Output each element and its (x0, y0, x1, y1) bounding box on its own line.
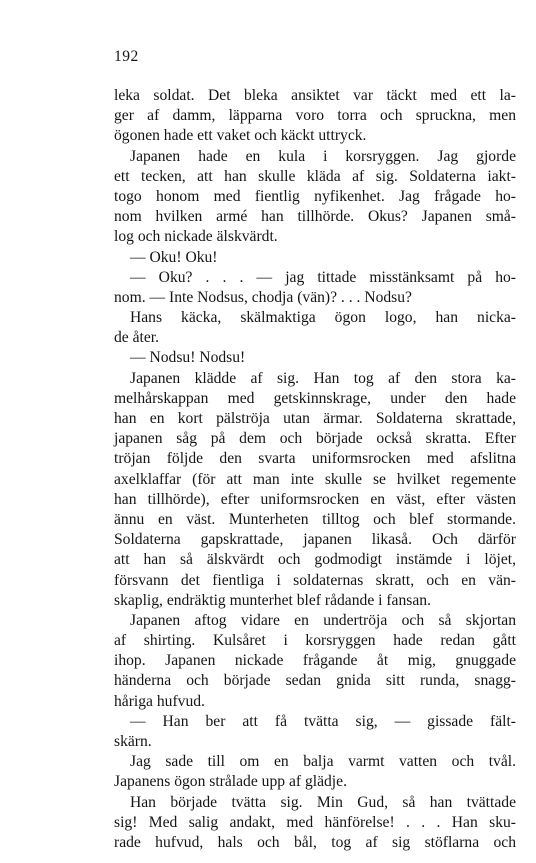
text-line: Japanen hade en kula i korsryggen. Jag gjorde (130, 147, 516, 165)
text-line: ihop. Japanen nickade frågande åt mig, gnuggade (114, 652, 516, 670)
text-line: skärn. (114, 733, 152, 750)
text-line: skaplig, endräktig munterhet blef rådande i fansan. (114, 591, 431, 609)
text-line: de åter. (114, 329, 160, 347)
text-line: ögonen hade ett vaket och käckt uttryck. (114, 127, 367, 145)
text-line: han en kort pälströja utan ärmar. Soldaterna skrattade, (114, 410, 516, 427)
text-line: ännu en väst. Munterheten tilltog och blef stormande. (114, 510, 516, 528)
text-line: Soldaterna gapskrattade, japanen likaså. Och därför (114, 531, 516, 549)
text-line: ett tecken, att han skulle kläda af sig. Soldaterna iakt- (114, 167, 516, 185)
text-line: — Han ber att få tvätta sig, — gissade fält- (130, 712, 516, 730)
text-line: nom. — Inte Nodsus, chodja (vän)? . . . Nodsu? (114, 288, 412, 306)
text-line: ger af damm, läpparna voro torra och spruckna, men (114, 107, 516, 125)
text-line: Japanen aftog vidare en undertröja och så skjortan (130, 611, 516, 629)
text-line: Hans käcka, skälmaktiga ögon logo, han nicka- (130, 309, 516, 327)
text-line: Jag sade till om en balja varmt vatten och tvål. (130, 753, 516, 771)
text-line: rade hufvud, hals och bål, tog af sig stöflarna och (114, 833, 516, 851)
text-line: af shirting. Kulsåret i korsryggen hade redan gått (114, 632, 516, 650)
text-line: nom hvilken armé han tillhörde. Okus? Japanen små- (114, 208, 516, 226)
text-line: Han började tvätta sig. Min Gud, så han tvättade (130, 793, 516, 811)
text-line: Japanen klädde af sig. Han tog af den stora ka- (130, 369, 516, 387)
text-line: håriga hufvud. (114, 692, 205, 710)
text-line: togo honom med fientlig nyfikenhet. Jag frågade ho- (114, 187, 516, 205)
text-line: tröjan följde den svarta uniformsrocken med afslitna (114, 450, 516, 468)
text-line: log och nickade älskvärdt. (114, 228, 278, 246)
text-line: Japanens ögon strålade upp af glädje. (114, 773, 347, 791)
text-line: — Oku! Oku! (130, 248, 218, 266)
text-line: sig! Med salig andakt, med hänförelse! . . . Han sku- (114, 813, 516, 831)
text-line: försvann det fientliga i soldaternas skratt, och en vän- (114, 571, 516, 589)
text-line: händerna och började sedan gnida sitt runda, snagg- (114, 672, 516, 690)
page-number: 192 (114, 48, 139, 65)
text-line: att han så älskvärdt och godmodigt instämde i löjet, (114, 551, 516, 569)
text-line: — Oku? . . . — jag tittade misstänksamt på ho- (130, 268, 516, 286)
text-line: axelklaffar (för att man inte skulle se hvilket regemente (114, 470, 516, 488)
text-line: leka soldat. Det bleka ansiktet var täckt med ett la- (114, 87, 516, 104)
text-line: han tillhörde), efter uniformsrocken en väst, efter västen (114, 490, 516, 508)
text-line: — Nodsu! Nodsu! (130, 349, 246, 367)
body-text (114, 86, 516, 853)
text-line: japanen såg på dem och började också skratta. Efter (114, 430, 516, 448)
text-line: melhårskappan med getskinnskrage, under den hade (114, 389, 516, 407)
